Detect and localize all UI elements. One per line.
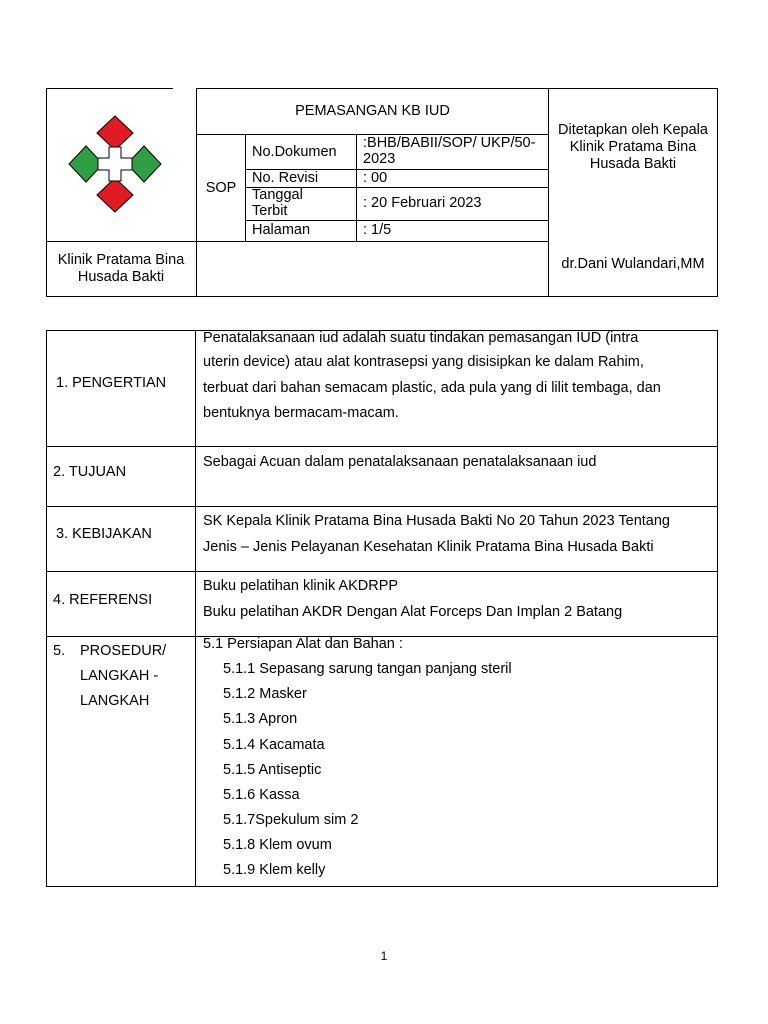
field-value-tanggal-terbit: : 20 Februari 2023 [363, 195, 482, 211]
section-label-prosedur-2: LANGKAH - [80, 668, 159, 684]
list-item: 5.1.7Spekulum sim 2 [223, 812, 359, 828]
list-item: 5.1.6 Kassa [223, 787, 300, 803]
section-label-prosedur-1: PROSEDUR/ [80, 643, 167, 659]
pengertian-line-2: uterin device) atau alat kontrasepsi yang disisipkan ke dalam Rahim, [203, 354, 644, 370]
pengertian-line-3: terbuat dari bahan semacam plastic, ada pula yang di lilit tembaga, dan [203, 380, 661, 396]
list-item: 5.1.8 Klem ovum [223, 837, 332, 853]
section-label-pengertian: 1. PENGERTIAN [56, 375, 167, 391]
kebijakan-line-2: Jenis – Jenis Pelayanan Kesehatan Klinik Pratama Bina Husada Bakti [203, 539, 654, 555]
logo-top-diamond [97, 116, 133, 150]
field-label-tanggal-terbit: Tanggal Terbit [252, 187, 303, 219]
section-label-prosedur-3: LANGKAH [80, 693, 150, 709]
section-label-kebijakan: 3. KEBIJAKAN [56, 526, 152, 542]
kebijakan-line-1: SK Kepala Klinik Pratama Bina Husada Bakti No 20 Tahun 2023 Tentang [203, 513, 670, 529]
list-item: 5.1.9 Klem kelly [223, 862, 326, 878]
document-title: PEMASANGAN KB IUD [295, 103, 450, 119]
list-item: 5.1.4 Kacamata [223, 737, 325, 753]
list-item: 5.1.3 Apron [223, 711, 298, 727]
section-number-prosedur: 5. [53, 643, 66, 659]
tujuan-line-1: Sebagai Acuan dalam penatalaksanaan penatalaksanaan iud [203, 454, 597, 470]
list-item: 5.1.1 Sepasang sarung tangan panjang steril [223, 661, 512, 677]
clinic-logo [68, 115, 162, 213]
section-label-referensi: 4. REFERENSI [53, 592, 153, 608]
field-label-no-revisi: No. Revisi [252, 170, 319, 186]
pengertian-line-4: bentuknya bermacam-macam. [203, 405, 399, 421]
signatory-name: dr.Dani Wulandari,MM [561, 256, 705, 272]
prosedur-heading: 5.1 Persiapan Alat dan Bahan : [203, 636, 403, 652]
list-item: 5.1.2 Masker [223, 686, 307, 702]
field-label-no-dokumen: No.Dokumen [252, 144, 337, 160]
clinic-name: Klinik Pratama Bina Husada Bakti [57, 252, 185, 285]
field-value-no-revisi: : 00 [363, 170, 388, 186]
logo-center-cross [98, 147, 132, 181]
field-label-halaman: Halaman [252, 222, 311, 238]
field-value-halaman: : 1/5 [363, 222, 392, 238]
referensi-line-1: Buku pelatihan klinik AKDRPP [203, 578, 399, 594]
pengertian-line-1: Penatalaksanaan iud adalah suatu tindakan pemasangan IUD (intra [203, 330, 639, 346]
approval-text: Ditetapkan oleh Kepala Klinik Pratama Bina Husada Bakti [558, 122, 708, 172]
list-item: 5.1.5 Antiseptic [223, 762, 322, 778]
sop-label: SOP [205, 180, 237, 196]
referensi-line-2: Buku pelatihan AKDR Dengan Alat Forceps Dan Implan 2 Batang [203, 604, 623, 620]
section-label-tujuan: 2. TUJUAN [53, 464, 127, 480]
field-value-no-dokumen: :BHB/BABII/SOP/ UKP/50-2023 [363, 135, 536, 167]
logo-bottom-diamond [97, 178, 133, 212]
page-number: 1 [380, 949, 388, 963]
